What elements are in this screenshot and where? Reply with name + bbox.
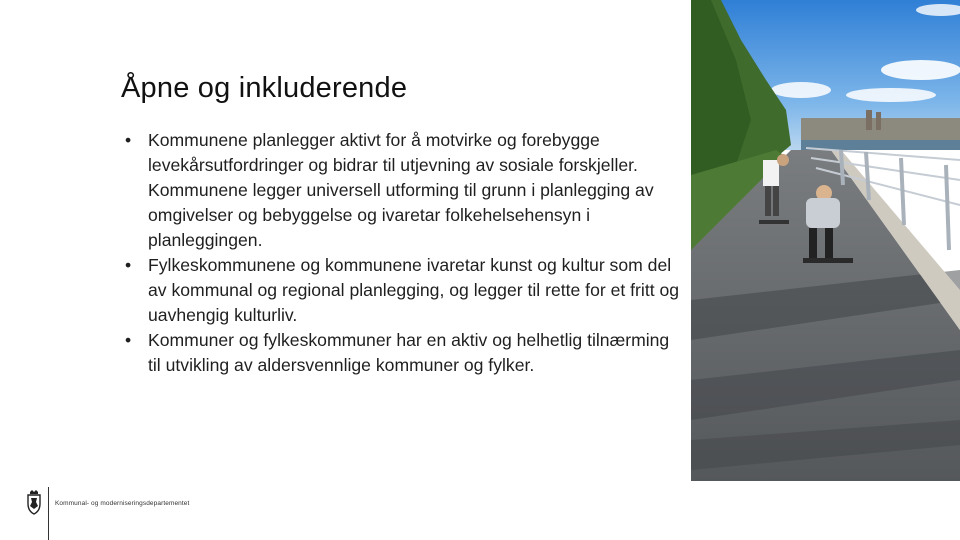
footer-divider <box>48 487 49 540</box>
cloud <box>846 88 936 102</box>
bullet-symbol: • <box>125 255 132 275</box>
slide-title: Åpne og inkluderende <box>121 72 408 104</box>
bullet-text: Fylkeskommunene og kommunene ivaretar kunst og kultur som del av kommunal og regional planlegging, og legger til rette for et fritt og uavhengig kulturliv. <box>148 255 680 325</box>
bullet-symbol: • <box>125 330 132 350</box>
bullet-list <box>121 128 681 378</box>
norwegian-lion-crest-icon <box>24 489 44 515</box>
bullet-text: Kommunene planlegger aktivt for å motvirke og forebygge levekårsutfordringer og bidrar til utjevning av sosiale forskjeller. Kommunene legger universell utforming til grunn i planlegging av omgivelser og bebyggelse og ivaretar folkehelsehensyn i planleggingen. <box>148 130 654 250</box>
cloud <box>881 60 960 80</box>
bullet-item <box>121 328 681 378</box>
tower <box>876 112 881 130</box>
bullet-item <box>121 128 681 253</box>
skateboard-kids-promenade-photo <box>691 0 960 481</box>
bullet-text: Kommuner og fylkeskommuner har en aktiv og helhetlig tilnærming til utvikling av aldersvennlige kommuner og fylker. <box>148 330 670 375</box>
ministry-name: Kommunal- og moderniseringsdepartementet <box>55 500 190 507</box>
cloud <box>771 82 831 98</box>
bullet-item <box>121 253 681 328</box>
tower <box>866 110 872 130</box>
bullet-symbol: • <box>125 130 132 150</box>
